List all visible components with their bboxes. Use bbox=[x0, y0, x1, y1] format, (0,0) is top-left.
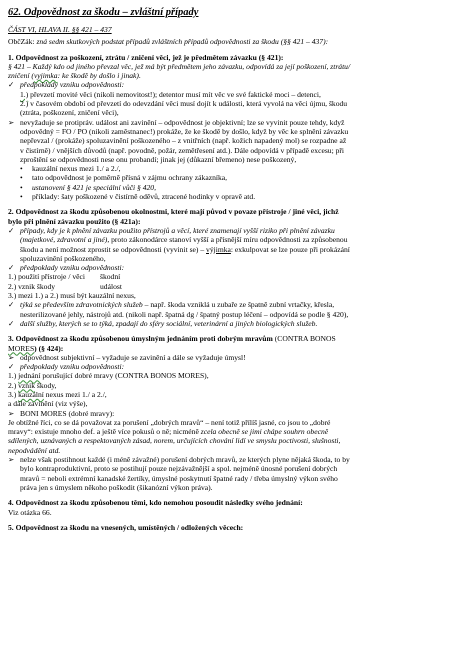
section-2-line: (majetkové, zdravotní a jiné), proto zákonodárce stanoví vyšší a přísnější míru odpovědnosti za způsobenou bbox=[20, 235, 348, 245]
requirements-row: ✓ předpoklady vzniku odpovědnosti: bbox=[8, 362, 125, 372]
requirement-item: ➢ nevyžaduje se protipráv. událost ani zavinění – odpovědnost je objektivní; lze se vyvinit pouze tehdy, když bbox=[8, 117, 345, 127]
section-3-line: ➢ nelze však postihnout každé (i méně závažné) porušení dobrých mravů, ze kterých plyne nějaká škoda, to by bbox=[8, 455, 350, 465]
section-5-heading: 5. Odpovědnost za škodu na vnesených, umístěných / odložených věcech: bbox=[8, 522, 244, 532]
section-2-line: nesterilizované jehly, nástrojů atd. (nikoli např. špatná dg / špatný postup léčení – odpovídá se podle § 420), bbox=[20, 309, 349, 319]
requirement-item: 1.) použití přístroje / věci škodní bbox=[8, 272, 121, 282]
requirement-item: 3.) mezi 1.) a 2.) musí být kauzální nexus, bbox=[8, 291, 136, 301]
section-4 bbox=[8, 498, 456, 517]
section-4-line: Viz otázka 66. bbox=[8, 507, 52, 517]
section-3-heading: 3. Odpovědnost za škodu způsobenou úmyslným jednáním proti dobrým mravům (CONTRA BONOS bbox=[8, 334, 336, 344]
subheading: ČÁST VI, HLAVA II. §§ 421 – 437 bbox=[8, 25, 112, 34]
section-3-line: mravů = neboli extrémní kanadské žertíky, úmyslné poskytnutí špatné rady / třeba úmyslný výkon svého bbox=[20, 473, 338, 483]
section-2-note: ✓ další služby, kterých se to týká, zpadají do sféry sociální, veterinární a jiných biologických služeb. bbox=[8, 318, 318, 328]
section-3-line: Je obtížné říci, co se dá považovat za porušení „dobrých mravů“ – není totiž přílíš jasné, co jsou to „dobré bbox=[8, 417, 331, 427]
section-2 bbox=[8, 207, 456, 328]
requirements-row: ✓ předpoklady vzniku odpovědnosti: bbox=[8, 263, 125, 273]
section-1-line: § 421 – Každý kdo od jiného převzal věc, jež má být předmětem jeho závazku, odpovídá za její poškození, ztrátu/ bbox=[8, 61, 351, 71]
bullet-icon: • bbox=[20, 164, 23, 174]
checkmark-icon: ✓ bbox=[8, 80, 15, 90]
requirement-item: 3.) kauzální nexus mezi 1./ a 2./, bbox=[8, 389, 107, 399]
arrow-bullet-icon: ➢ bbox=[8, 352, 15, 362]
bullet-item: • kauzální nexus mezi 1./ a 2./, bbox=[20, 164, 121, 174]
requirement-text: v čistírně) / vnějších důvodů (např. povodně, požár, zemětřesení atd.). Dále odpovídá v případě excesu; při bbox=[20, 145, 345, 155]
section-3-heading: MORES) (§ 424): bbox=[8, 343, 64, 353]
section-5 bbox=[8, 523, 456, 532]
checkmark-icon: ✓ bbox=[8, 318, 15, 328]
bullet-icon: • bbox=[20, 173, 23, 183]
section-3-line: sdílených, uznávaných a respektovaných zásad, norem, určujících chování lidí ve smyslu poctivosti, slušnosti, bbox=[8, 436, 341, 446]
requirement-text: odpovědný = FO / PO (nikoli zaměstnanec!) prokáže, že ke škodě by došlo, když by věc ke splnění závazku bbox=[20, 126, 349, 136]
bullet-icon: • bbox=[20, 182, 23, 192]
requirement-item: 1.) jednání porušující dobré mravy (CONTRA BONOS MORES), bbox=[8, 371, 209, 381]
requirement-item: (ztráta, poškození, zničení věci), bbox=[20, 108, 119, 118]
section-3-line: práva jen s úmyslem někoho poškodit (šikanózní výkon práva). bbox=[20, 482, 213, 492]
arrow-bullet-icon: ➢ bbox=[8, 408, 15, 418]
requirement-item: 2.) vznik škody, bbox=[8, 380, 57, 390]
section-2-note: ✓ týká se především zdravotnických služeb – např. škoda vzniklá u zubaře ze špatně zubní vrtačky, křesla, bbox=[8, 300, 335, 310]
section-2-line: spoluzavinění poškozeného, bbox=[20, 253, 106, 263]
section-3-line: ➢ BONI MORES (dobré mravy): bbox=[8, 408, 115, 418]
requirement-item: 2.) vznik škody událost bbox=[8, 281, 122, 291]
checkmark-icon: ✓ bbox=[8, 362, 15, 372]
requirements-row: ✓ předpoklady vzniku odpovědnosti: bbox=[8, 80, 125, 90]
bullet-icon: • bbox=[20, 192, 23, 202]
requirement-item: 2.) v časovém období od převzetí do odevzdání věci musí dojít k události, která vyvolá na věci újmu, škodu bbox=[20, 99, 348, 109]
checkmark-icon: ✓ bbox=[8, 263, 15, 273]
checkmark-icon: ✓ bbox=[8, 300, 15, 310]
requirement-item: 1.) převzetí movité věci (nikoli nemovitost!); detentor musí mít věc ve své faktické moci – detenci, bbox=[20, 89, 321, 99]
requirement-text: nepřevzal / (prokáže) spoluzavinění poškozeného – z vnitřních (např. kožich napadený mol) se rozpadne až bbox=[20, 136, 347, 146]
section-3-line: bylo kontraproduktivní, proto se postihují pouze nejzávažnější a spol. nejméně únosné porušení dobrých bbox=[20, 464, 338, 474]
requirement-text: zproštění se odpovědnosti nese onu probandí; jinak jej (důkazní břemeno) nese poškozený, bbox=[20, 154, 297, 164]
section-3 bbox=[8, 334, 456, 492]
bullet-item: • ustanovení § 421 je speciální vůči § 420, bbox=[20, 182, 157, 192]
section-1-heading: 1. Odpovědnost za poškození, ztrátu / zničení věci, jež je předmětem závazku (§ 421): bbox=[8, 52, 284, 62]
section-4-heading: 4. Odpovědnost za škodu způsobenou těmi, kdo nemohou posoudit následky svého jednání: bbox=[8, 498, 303, 508]
intro-paragraph: ObčZák: zná sedm skutkových podstat případů zvláštních případů odpovědnosti za škodu (§§ 421 – 437): bbox=[8, 37, 329, 47]
section-2-heading: 2. Odpovědnost za škodu způsobenou okolnostmi, které mají původ v povaze přístroje / jiné věci, jichž bbox=[8, 207, 339, 217]
checkmark-icon: ✓ bbox=[8, 225, 15, 235]
section-1 bbox=[8, 53, 456, 202]
section-3-line: ➢ odpovědnost subjektivní – vyžaduje se zavinění a dále se vyžaduje úmysl! bbox=[8, 352, 246, 362]
section-3-line: mravy“: existuje mnoho def. a ještě více pokusů o ně; nicméně zcela obecně se jimi chápe souhrn obecně bbox=[8, 427, 329, 437]
section-2-line: ✓ případy, kdy je k plnění závazku použito přístrojů a věcí, které znamenají vyšší riziko při plnění závazku bbox=[8, 225, 335, 235]
section-2-line: škodu a není možnost zprostit se odpovědnosti (vyvinit se) – výjimka: exkulpovat se lze pouze při prokázání bbox=[20, 244, 350, 254]
bullet-item: • příklady: šaty poškozené v čistírně oděvů, ztracené hodinky v opravě atd. bbox=[20, 192, 256, 202]
bullet-item: • tato odpovědnost je poměrně přísná v zájmu ochrany zákazníka, bbox=[20, 173, 228, 183]
section-1-line: zničení (vyjimka: ke škodě by došlo i jinak). bbox=[8, 71, 141, 81]
section-3-line: nepodvádění atd. bbox=[8, 445, 61, 455]
arrow-bullet-icon: ➢ bbox=[8, 117, 15, 127]
page-title: 62. Odpovědnost za škodu – zvláštní případy bbox=[8, 7, 199, 18]
arrow-bullet-icon: ➢ bbox=[8, 455, 15, 465]
requirement-item: a dále zavinění (viz výše), bbox=[8, 399, 88, 409]
section-2-heading: bylo při plnění závazku použito (§ 421a): bbox=[8, 216, 141, 226]
